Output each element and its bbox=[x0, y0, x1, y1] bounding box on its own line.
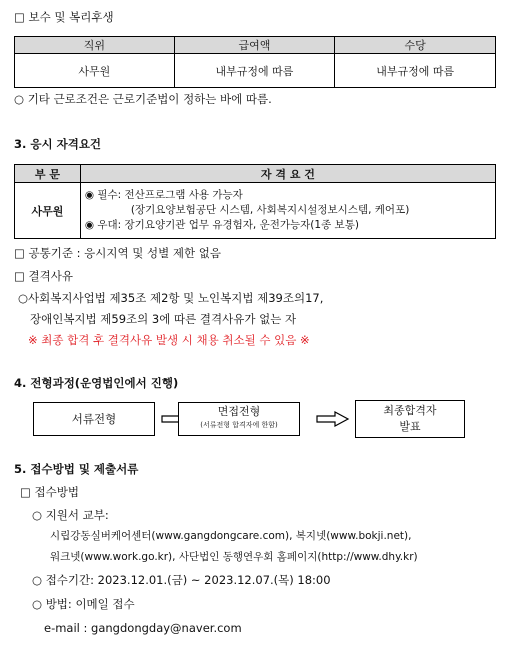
process-step-final bbox=[355, 400, 465, 438]
qual-req-required-detail: (장기요양보험공단 시스템, 사회복지시설정보시스템, 케어포) bbox=[130, 204, 410, 216]
qual-disq-line2: 장애인복지법 제59조의 3에 따른 결격사유가 없는 자 bbox=[30, 312, 297, 326]
apply-item-distribution: ○ 지원서 교부: bbox=[32, 508, 109, 522]
salary-cell-pay: 내부규정에 따름 bbox=[174, 54, 335, 88]
salary-note: ○ 기타 근로조건은 근로기준법이 정하는 바에 따름. bbox=[14, 92, 272, 106]
process-step-interview-label: 면접전형 bbox=[217, 405, 261, 418]
salary-cell-allowance: 내부규정에 따름 bbox=[335, 54, 496, 88]
process-step-documents-label: 서류전형 bbox=[71, 412, 117, 426]
salary-table bbox=[14, 36, 496, 88]
qual-disq-line1: ○사회복지사업법 제35조 제2항 및 노인복지법 제39조의17, bbox=[18, 291, 324, 305]
apply-email: e-mail : gangdongday@naver.com bbox=[44, 621, 242, 635]
qual-req-preferred: ◉ 우대: 장기요양기관 업무 유경험자, 운전가능자(1종 보통) bbox=[84, 219, 359, 231]
process-heading: 4. 전형과정(운영법인에서 진행) bbox=[14, 376, 179, 390]
qual-header-dept: 부 문 bbox=[15, 165, 81, 183]
qual-cell-dept: 사무원 bbox=[15, 183, 81, 239]
salary-header-position: 직위 bbox=[15, 37, 175, 54]
process-step-final-line1: 최종합격자 bbox=[383, 404, 437, 417]
apply-item-period: ○ 접수기간: 2023.12.01.(금) ~ 2023.12.07.(목) 18:00 bbox=[32, 573, 331, 587]
right-arrow-icon bbox=[315, 410, 351, 428]
qual-common: □ 공통기준 : 응시지역 및 성별 제한 없음 bbox=[14, 246, 221, 260]
apply-item-distribution-line1: 시립강동실버케어센터(www.gangdongcare.com), 복지넷(www.bokji.net), bbox=[50, 530, 412, 542]
process-step-interview bbox=[178, 402, 300, 436]
apply-item-distribution-line2: 워크넷(www.work.go.kr), 사단법인 동행연우회 홈페이지(http://www.dhy.kr) bbox=[50, 551, 418, 563]
qual-header-req: 자 격 요 건 bbox=[80, 165, 495, 183]
apply-item-method: ○ 방법: 이메일 접수 bbox=[32, 597, 135, 611]
apply-heading: 5. 접수방법 및 제출서류 bbox=[14, 462, 139, 476]
qual-req-required: ◉ 필수: 전산프로그램 사용 가능자 bbox=[84, 189, 243, 201]
salary-header-allowance: 수당 bbox=[335, 37, 496, 54]
salary-heading: □ 보수 및 복리후생 bbox=[14, 10, 114, 24]
salary-cell-position: 사무원 bbox=[15, 54, 175, 88]
qual-table bbox=[14, 164, 496, 239]
qual-heading: 3. 응시 자격요건 bbox=[14, 137, 102, 151]
qual-cell-req bbox=[80, 183, 495, 239]
qual-disq-heading: □ 결격사유 bbox=[14, 269, 73, 283]
salary-header-pay: 급여액 bbox=[174, 37, 335, 54]
qual-warning: ※ 최종 합격 후 결격사유 발생 시 채용 취소될 수 있음 ※ bbox=[28, 333, 310, 347]
process-step-final-line2: 발표 bbox=[399, 420, 421, 433]
process-step-documents bbox=[33, 402, 155, 436]
process-step-interview-note: (서류전형 합격자에 한함) bbox=[200, 421, 278, 429]
apply-sub: □ 접수방법 bbox=[20, 485, 79, 499]
